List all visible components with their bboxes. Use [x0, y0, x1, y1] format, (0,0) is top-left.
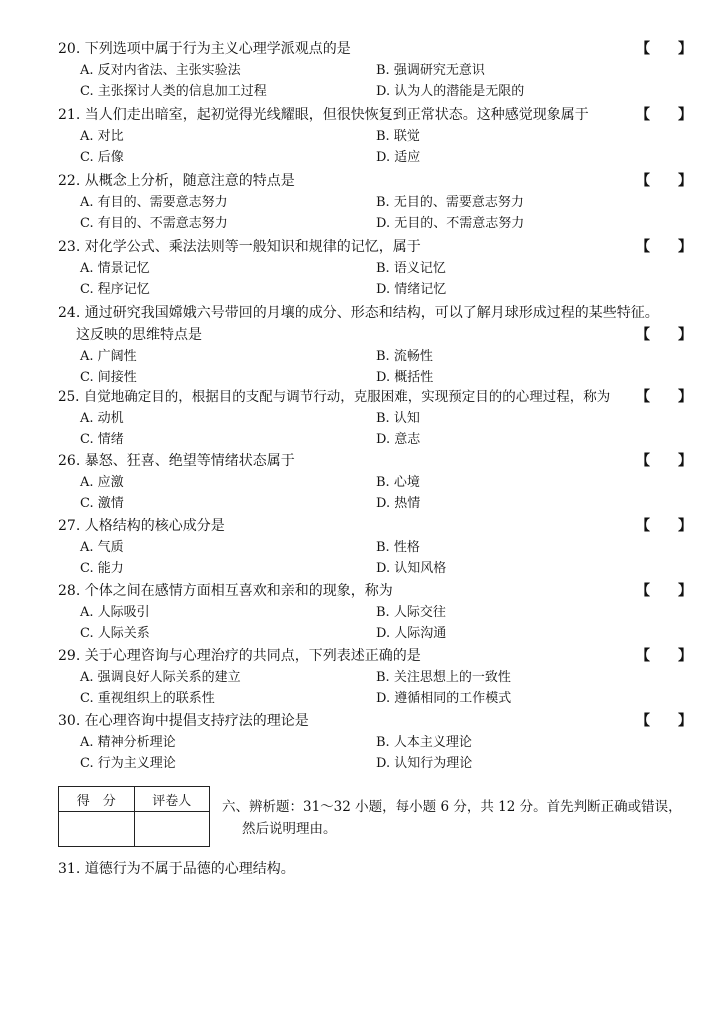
- option-d: D. 概括性: [376, 370, 434, 385]
- question-stem: 23. 对化学公式、乘法法则等一般知识和规律的记忆，属于: [58, 239, 421, 255]
- question-20: [58, 38, 692, 102]
- question-stem: 29. 关于心理咨询与心理治疗的共同点，下列表述正确的是: [58, 648, 421, 664]
- answer-bracket[interactable]: 【 】: [636, 239, 692, 255]
- question-stem: 20. 下列选项中属于行为主义心理学派观点的是: [58, 41, 351, 57]
- question-stem: 26. 暴怒、狂喜、绝望等情绪状态属于: [58, 453, 295, 469]
- question-23: [58, 236, 692, 300]
- option-b: B. 认知: [376, 411, 420, 426]
- question-21: [58, 104, 692, 168]
- option-c: C. 间接性: [80, 370, 137, 385]
- option-c: C. 程序记忆: [80, 282, 150, 297]
- option-d: D. 无目的、不需意志努力: [376, 216, 525, 231]
- option-b: B. 流畅性: [376, 349, 433, 364]
- question-28: [58, 580, 692, 644]
- option-a: A. 情景记忆: [80, 261, 150, 276]
- option-c: C. 重视组织上的联系性: [80, 691, 215, 706]
- option-a: A. 广阔性: [80, 349, 137, 364]
- score-cell[interactable]: [59, 812, 135, 847]
- option-a: A. 强调良好人际关系的建立: [80, 670, 241, 685]
- option-d: D. 热情: [376, 496, 421, 511]
- grader-label: 评卷人: [134, 787, 210, 812]
- question-24: [58, 302, 692, 388]
- question-stem: 22. 从概念上分析，随意注意的特点是: [58, 173, 295, 189]
- answer-bracket[interactable]: 【 】: [636, 107, 692, 123]
- question-27: [58, 515, 692, 579]
- score-table: [58, 786, 210, 847]
- question-stem: 25. 自觉地确定目的，根据目的支配与调节行动，克服困难，实现预定目的的心理过程，称为: [58, 389, 611, 405]
- option-c: C. 情绪: [80, 432, 124, 447]
- option-b: B. 人本主义理论: [376, 735, 472, 750]
- answer-bracket[interactable]: 【 】: [636, 648, 692, 664]
- answer-bracket[interactable]: 【 】: [636, 583, 692, 599]
- option-b: B. 语义记忆: [376, 261, 446, 276]
- option-b: B. 人际交往: [376, 605, 446, 620]
- answer-bracket[interactable]: 【 】: [636, 41, 692, 57]
- option-c: C. 激情: [80, 496, 124, 511]
- option-b: B. 关注思想上的一致性: [376, 670, 511, 685]
- option-a: A. 反对内省法、主张实验法: [80, 63, 241, 78]
- grader-cell[interactable]: [134, 812, 210, 847]
- option-d: D. 认知行为理论: [376, 756, 473, 771]
- option-c: C. 后像: [80, 150, 124, 165]
- answer-bracket[interactable]: 【 】: [636, 327, 692, 343]
- section-heading: [222, 796, 692, 840]
- option-c: C. 主张探讨人类的信息加工过程: [80, 84, 267, 99]
- option-a: A. 气质: [80, 540, 124, 555]
- question-26: [58, 450, 692, 514]
- option-d: D. 意志: [376, 432, 421, 447]
- option-a: A. 人际吸引: [80, 605, 150, 620]
- option-b: B. 心境: [376, 475, 420, 490]
- option-a: A. 有目的、需要意志努力: [80, 195, 228, 210]
- section-heading-line1: 六、辨析题：31～32 小题，每小题 6 分，共 12 分。首先判断正确或错误，: [222, 799, 682, 815]
- question-30: [58, 710, 692, 774]
- question-stem-continued: 这反映的思维特点是: [76, 327, 202, 343]
- option-b: B. 强调研究无意识: [376, 63, 485, 78]
- option-d: D. 认知风格: [376, 561, 447, 576]
- answer-bracket[interactable]: 【 】: [636, 453, 692, 469]
- question-stem: 28. 个体之间在感情方面相互喜欢和亲和的现象，称为: [58, 583, 393, 599]
- option-d: D. 适应: [376, 150, 421, 165]
- option-a: A. 动机: [80, 411, 124, 426]
- option-b: B. 联觉: [376, 129, 420, 144]
- section-heading-line2: 然后说明理由。: [242, 821, 337, 837]
- question-22: [58, 170, 692, 234]
- option-a: A. 精神分析理论: [80, 735, 176, 750]
- question-stem: 24. 通过研究我国嫦娥六号带回的月壤的成分、形态和结构，可以了解月球形成过程的某些特征。: [58, 305, 659, 321]
- question-25: [58, 386, 692, 450]
- question-29: [58, 645, 692, 709]
- option-c: C. 有目的、不需意志努力: [80, 216, 228, 231]
- answer-bracket[interactable]: 【 】: [636, 173, 692, 189]
- option-c: C. 行为主义理论: [80, 756, 176, 771]
- option-c: C. 人际关系: [80, 626, 150, 641]
- answer-bracket[interactable]: 【 】: [636, 518, 692, 534]
- answer-bracket[interactable]: 【 】: [636, 713, 692, 729]
- option-d: D. 情绪记忆: [376, 282, 447, 297]
- option-d: D. 遵循相同的工作模式: [376, 691, 512, 706]
- option-a: A. 应激: [80, 475, 124, 490]
- option-c: C. 能力: [80, 561, 124, 576]
- score-label: 得 分: [59, 787, 135, 812]
- question-stem: 21. 当人们走出暗室，起初觉得光线耀眼，但很快恢复到正常状态。这种感觉现象属于: [58, 107, 589, 123]
- option-d: D. 人际沟通: [376, 626, 447, 641]
- option-d: D. 认为人的潜能是无限的: [376, 84, 525, 99]
- question-31: 31. 道德行为不属于品德的心理结构。: [58, 861, 295, 877]
- answer-bracket[interactable]: 【 】: [636, 389, 692, 405]
- question-stem: 27. 人格结构的核心成分是: [58, 518, 225, 534]
- question-stem: 30. 在心理咨询中提倡支持疗法的理论是: [58, 713, 309, 729]
- option-b: B. 性格: [376, 540, 420, 555]
- option-a: A. 对比: [80, 129, 124, 144]
- option-b: B. 无目的、需要意志努力: [376, 195, 524, 210]
